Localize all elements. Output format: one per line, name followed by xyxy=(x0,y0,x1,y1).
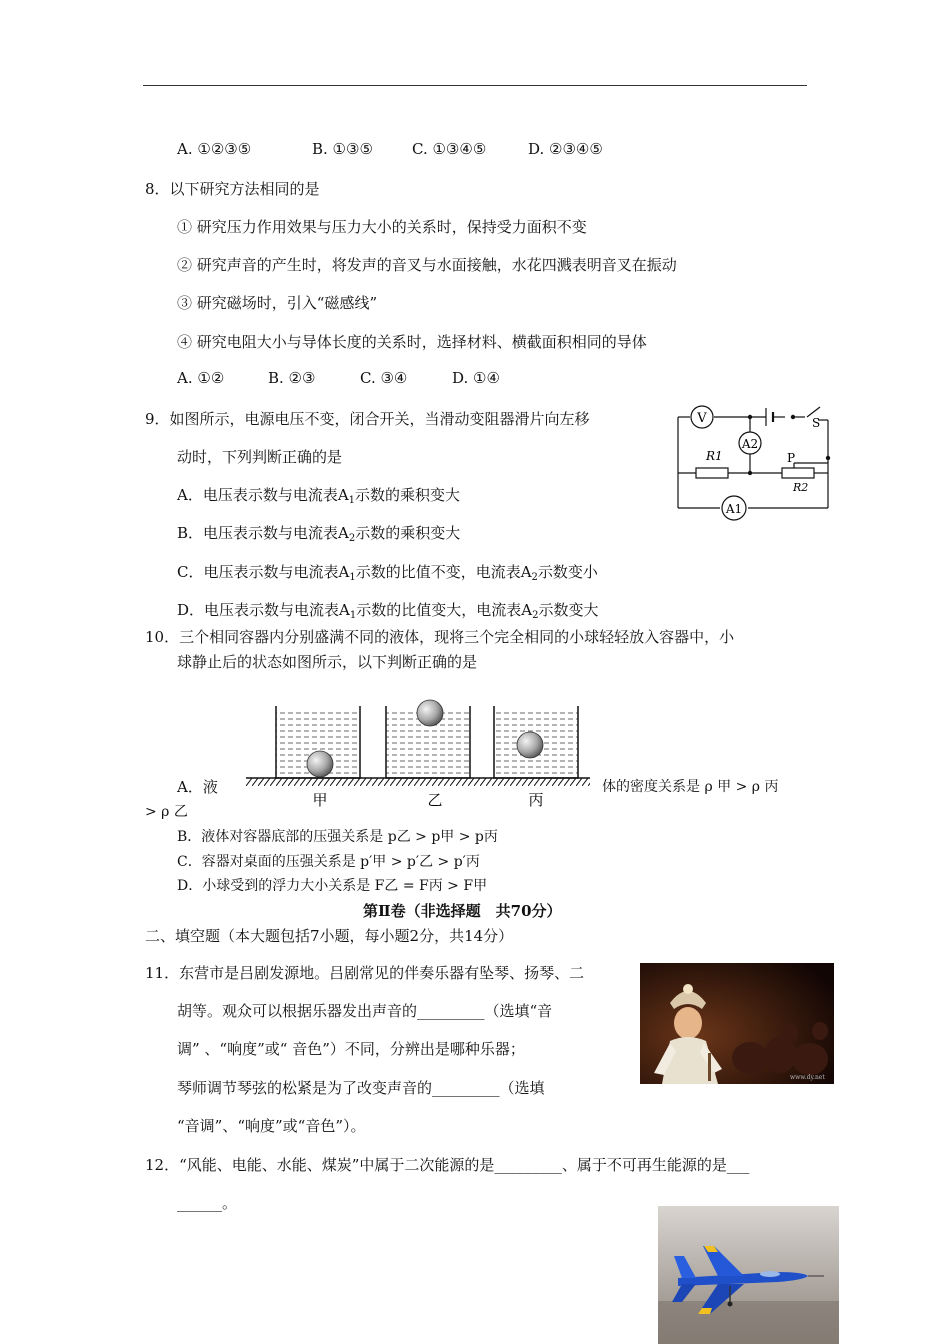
containers-figure xyxy=(240,698,600,814)
header-rule xyxy=(143,85,807,86)
container-jia xyxy=(276,706,360,778)
q10-option-a-left: A．液 xyxy=(177,778,218,796)
q10-option-b: B．液体对容器底部的压强关系是 p乙 > p甲 > p丙 xyxy=(177,829,498,845)
q7-option-d: D. ②③④⑤ xyxy=(528,140,603,158)
q9-option-d: D．电压表示数与电流表$A_1$示数的比值变大，电流表$A_2$示数变大 xyxy=(177,601,599,621)
resistor-r1 xyxy=(696,468,728,478)
q8-stem: 8．以下研究方法相同的是 xyxy=(145,180,320,198)
q8-option-b: B. ②③ xyxy=(268,369,316,387)
q10-stem-line2: 球静止后的状态如图所示，以下判断正确的是 xyxy=(177,653,478,671)
q11-line5: “音调”、“响度”或“音色”）。 xyxy=(177,1117,366,1135)
junction-dot xyxy=(748,415,752,419)
container-bing xyxy=(494,706,578,778)
q10-option-c: C．容器对桌面的压强关系是 p′甲 > p′乙 > p′丙 xyxy=(177,854,480,870)
q9-stem-line1: 9．如图所示，电源电压不变，闭合开关，当滑动变阻器滑片向左移 xyxy=(145,410,590,428)
q8-option-d: D. ①④ xyxy=(452,369,500,387)
table-surface xyxy=(246,778,590,786)
junction-dot xyxy=(826,456,830,460)
label-p: P xyxy=(787,451,796,465)
label-s: S xyxy=(812,416,821,430)
q7-option-a: A. ①②③⑤ xyxy=(177,140,252,158)
opera-photo xyxy=(640,963,834,1084)
q11-line4: 琴师调节琴弦的松紧是为了改变声音的_________（选填 xyxy=(177,1079,545,1097)
q12-line2: ______。 xyxy=(177,1194,238,1212)
switch-dot xyxy=(791,415,795,419)
label-a1: A1 xyxy=(725,502,743,516)
circuit-diagram xyxy=(670,400,840,525)
section-title: 第Ⅱ卷（非选择题 共70分） xyxy=(363,902,562,920)
label-jia: 甲 xyxy=(312,791,328,809)
junction-dot xyxy=(748,471,752,475)
label-bing: 丙 xyxy=(528,791,544,809)
q10-option-a-right: 体的密度关系是 ρ 甲 > ρ 丙 xyxy=(602,779,779,795)
q9-option-b: B．电压表示数与电流表$A_2$示数的乘积变大 xyxy=(177,524,461,544)
part2-heading: 二、填空题（本大题包括7小题，每小题2分，共14分） xyxy=(145,927,514,945)
label-r1: R1 xyxy=(706,449,723,463)
jet-photo xyxy=(658,1206,839,1344)
ball-bing xyxy=(517,732,543,758)
q7-option-c: C. ①③④⑤ xyxy=(412,140,487,158)
q8-option-c: C. ③④ xyxy=(360,369,408,387)
q8-item-4: ④ 研究电阻大小与导体长度的关系时，选择材料、横截面积相同的导体 xyxy=(177,333,647,351)
q9-option-a: A．电压表示数与电流表$A_1$示数的乘积变大 xyxy=(177,486,461,506)
rheostat-r2 xyxy=(782,468,814,478)
q8-item-3: ③ 研究磁场时，引入“磁感线” xyxy=(177,294,378,312)
q7-option-b: B. ①③⑤ xyxy=(312,140,373,158)
label-r2: R2 xyxy=(793,481,809,494)
q12-line1: 12．“风能、电能、水能、煤炭”中属于二次能源的是_________、属于不可再生能源的是___ xyxy=(145,1156,750,1174)
ball-yi xyxy=(417,700,443,726)
q11-line1: 11．东营市是吕剧发源地。吕剧常见的伴奏乐器有坠琴、扬琴、二 xyxy=(145,964,585,982)
container-yi xyxy=(386,700,470,778)
ball-jia xyxy=(307,751,333,777)
q9-stem-line2: 动时，下列判断正确的是 xyxy=(177,448,343,466)
q10-stem-line1: 10．三个相同容器内分别盛满不同的液体，现将三个完全相同的小球轻轻放入容器中，小 xyxy=(145,628,735,646)
q11-line2: 胡等。观众可以根据乐器发出声音的_________（选填“音 xyxy=(177,1002,553,1020)
q8-option-a: A. ①② xyxy=(177,369,225,387)
q10-option-d: D．小球受到的浮力大小关系是 F乙 = F丙 > F甲 xyxy=(177,878,488,894)
label-v: V xyxy=(697,411,707,426)
svg-text:www.dy.net: www.dy.net xyxy=(790,1074,825,1081)
q8-item-1: ① 研究压力作用效果与压力大小的关系时，保持受力面积不变 xyxy=(177,218,587,236)
q10-option-a-cont: > ρ 乙 xyxy=(145,804,188,820)
label-a2: A2 xyxy=(741,437,759,451)
q9-option-c: C．电压表示数与电流表$A_1$示数的比值不变，电流表$A_2$示数变小 xyxy=(177,563,598,583)
q8-item-2: ② 研究声音的产生时，将发声的音叉与水面接触，水花四溅表明音叉在振动 xyxy=(177,256,677,274)
label-yi: 乙 xyxy=(427,791,443,809)
q11-line3: 调” 、“响度”或“ 音色”）不同，分辨出是哪种乐器； xyxy=(177,1040,525,1058)
